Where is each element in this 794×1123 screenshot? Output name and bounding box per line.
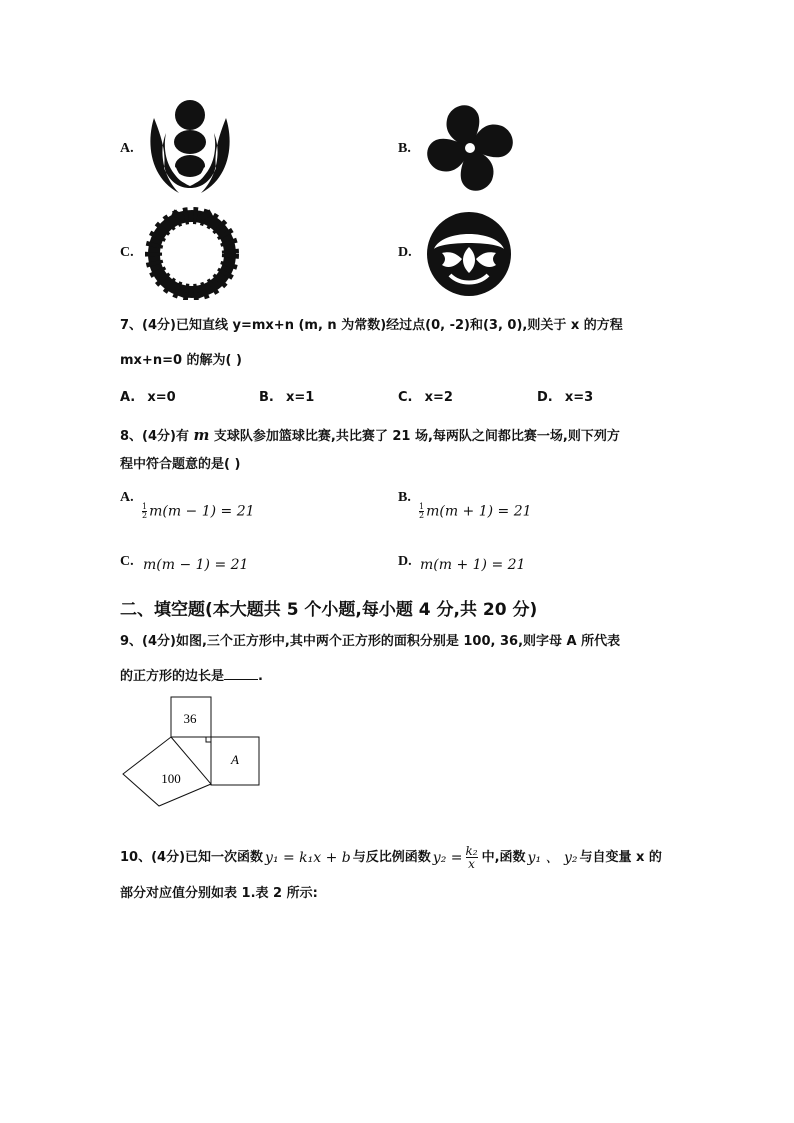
q9-figure-label-100: 100 <box>161 771 181 786</box>
q8-stem-var: m <box>193 426 210 444</box>
q10-function-vars: y₁ 、 y₂ <box>527 849 578 866</box>
q10-stem-pre: 10、(4分)已知一次函数 <box>120 850 264 865</box>
q7-option-c <box>398 391 453 404</box>
q8-stem-line1 <box>120 428 620 443</box>
q10-stem-mid1: 与反比例函数 <box>352 850 431 865</box>
q9-figure-label-36: 36 <box>183 711 197 726</box>
q9-stem-line1: 9、(4分)如图,三个正方形中,其中两个正方形的面积分别是 100, 36,则字母 A 所代表 <box>120 634 621 649</box>
q9-stem-line2-end: . <box>258 669 263 684</box>
q9-squares-figure <box>120 694 265 809</box>
q8-option-a-fraction: $\frac{1}{2}$ <box>142 502 148 520</box>
q7-stem-line2: mx+n=0 的解为( ) <box>120 353 242 368</box>
section-heading: 二、填空题(本大题共 5 个小题,每小题 4 分,共 20 分) <box>120 600 538 620</box>
q6-option-b-label: B. <box>398 141 411 156</box>
q10-inverse-function: y₂ = $\frac{\text{k₂}}{x}$ <box>432 844 478 871</box>
q8-option-c-label: C. <box>120 554 134 569</box>
q9-answer-blank[interactable] <box>224 667 258 680</box>
q6-option-a-label: A. <box>120 141 134 156</box>
q8-stem-pre: 8、(4分)有 <box>120 429 194 444</box>
q7-option-d-text: x=3 <box>564 390 594 405</box>
q10-stem-mid2: 中,函数 <box>481 850 526 865</box>
q6-option-d-label: D. <box>398 245 412 260</box>
q8-stem-line2: 程中符合题意的是( ) <box>120 457 241 472</box>
q8-option-d-expr: m(m + 1) = 21 <box>420 557 526 573</box>
q10-stem-post: 与自变量 x 的 <box>579 850 662 865</box>
q8-option-c-expr: m(m − 1) = 21 <box>143 557 249 573</box>
q7-option-b-label: B. <box>259 390 274 405</box>
q10-linear-function: y₁ = k₁x + b <box>265 849 351 866</box>
q7-option-d-label: D. <box>537 390 553 405</box>
q8-stem-post: 支球队参加篮球比赛,共比赛了 21 场,每两队之间都比赛一场,则下列方 <box>209 429 620 444</box>
circle-leaf-emblem-icon <box>422 209 516 299</box>
q6-option-c-label: C. <box>120 245 134 260</box>
q8-option-a-label: A. <box>120 490 134 505</box>
q7-option-c-label: C. <box>398 390 413 405</box>
q9-figure-label-a: A <box>231 752 239 767</box>
q8-option-a-expr: $\frac{1}{2}$ m(m − 1) = 21 <box>142 502 255 520</box>
q7-option-b <box>259 391 314 404</box>
q7-option-a-text: x=0 <box>147 390 176 405</box>
q9-stem-line2-text: 的正方形的边长是 <box>120 669 225 684</box>
q7-option-c-text: x=2 <box>424 390 453 405</box>
tulip-emblem-icon <box>144 98 236 198</box>
q7-option-b-text: x=1 <box>286 390 315 405</box>
laurel-wreath-icon <box>143 206 241 300</box>
q10-stem-line1 <box>120 845 662 870</box>
q7-stem-line1: 7、(4分)已知直线 y=mx+n (m, n 为常数)经过点(0, -2)和(3, 0),则关于 x 的方程 <box>120 318 623 333</box>
q7-option-d <box>537 391 593 404</box>
q8-option-d-label: D. <box>398 554 412 569</box>
q8-option-b-expr: $\frac{1}{2}$ m(m + 1) = 21 <box>419 502 532 520</box>
q7-option-a-label: A. <box>120 390 136 405</box>
q9-stem-line2 <box>120 667 263 683</box>
q8-option-b-fraction: $\frac{1}{2}$ <box>419 502 425 520</box>
q8-option-b-label: B. <box>398 490 411 505</box>
q10-stem-line2: 部分对应值分别如表 1.表 2 所示: <box>120 886 318 901</box>
four-leaf-knot-icon <box>420 98 520 198</box>
q7-option-a <box>120 391 176 404</box>
